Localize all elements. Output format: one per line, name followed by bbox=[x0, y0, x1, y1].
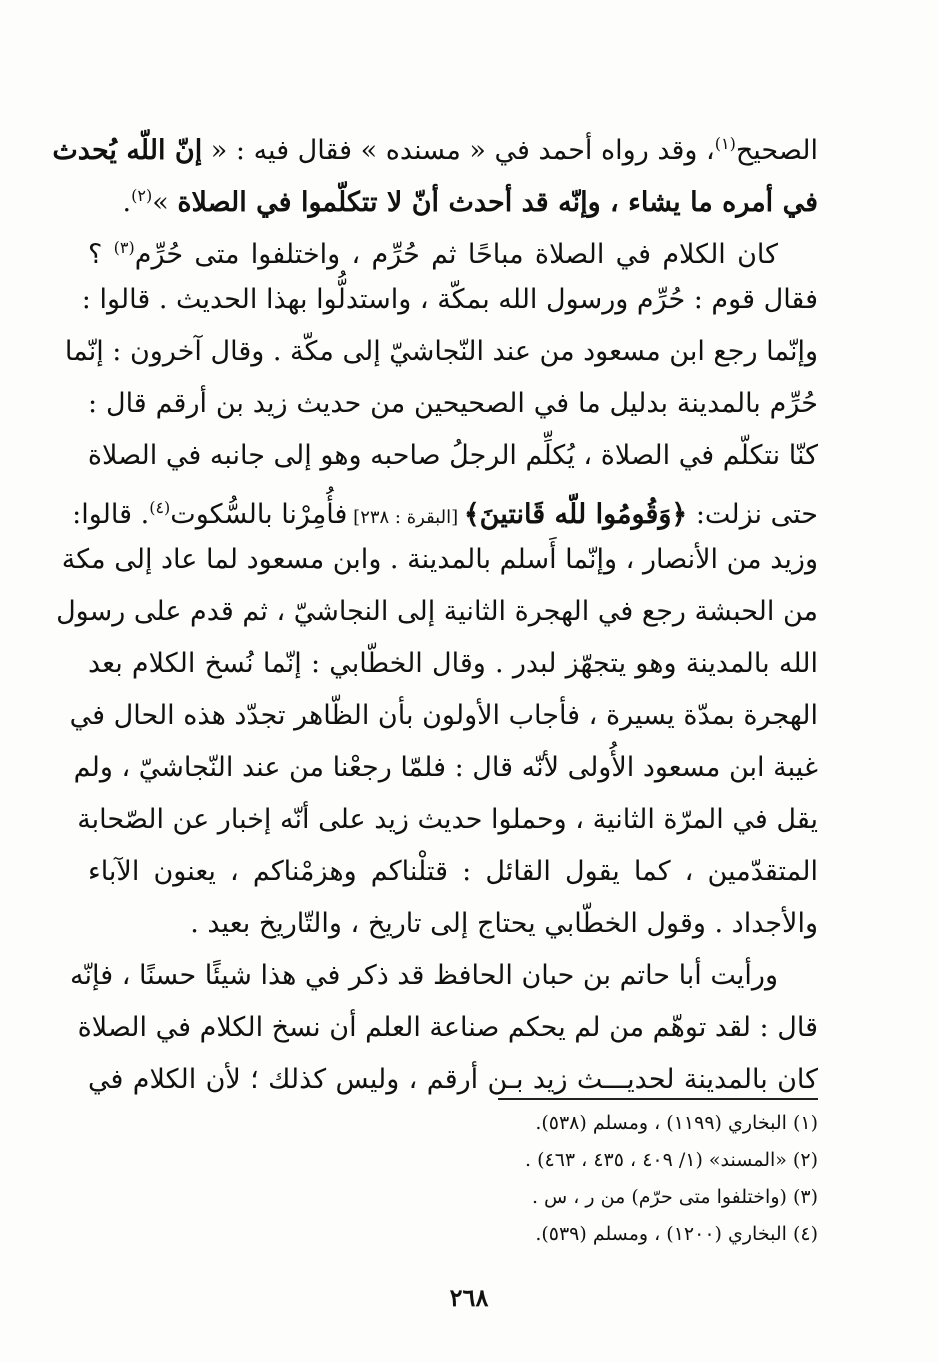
text-run: وإنّما رجع ابن مسعود من عند النّجاشيّ إلى مكّة . وقال آخرون : إنّما bbox=[64, 336, 818, 367]
text-line bbox=[88, 898, 818, 950]
text-run: والأجداد . وقول الخطّابي يحتاج إلى تاريخ ، والتّاريخ بعيد . bbox=[190, 908, 818, 939]
text-line bbox=[88, 170, 818, 222]
text-run: . قالوا: bbox=[72, 499, 150, 530]
text-run: [البقرة : ٢٣٨] bbox=[347, 507, 464, 528]
text-run: قال : لقد توهّم من لم يحكم صناعة العلم أن نسخ الكلام في الصلاة bbox=[77, 1012, 818, 1043]
text-run: فأُمِرْنا بالسُّكوت bbox=[170, 499, 348, 530]
text-line bbox=[69, 950, 818, 1002]
body-text bbox=[52, 118, 818, 1106]
page-number: ٢٦٨ bbox=[449, 1283, 489, 1312]
footnote-separator bbox=[498, 1098, 818, 1100]
text-run: يقل في المرّة الثانية ، وحملوا حديث زيد على أنّه إخبار عن الصّحابة bbox=[77, 804, 818, 835]
footnote-ref: (١) bbox=[714, 134, 736, 153]
footnote: (١) البخاري (١١٩٩) ، ومسلم (٥٣٨). bbox=[535, 1112, 818, 1134]
text-run: غيبة ابن مسعود الأُولى لأنّه قال : فلمّا رجعْنا من عند النّجاشيّ ، ولم bbox=[73, 752, 818, 783]
text-run: ؟ bbox=[88, 239, 114, 270]
text-line bbox=[88, 222, 818, 274]
text-run: كان الكلام في الصلاة مباحًا ثم حُرِّم ، واختلفوا متى حُرِّم bbox=[134, 239, 779, 270]
text-run: حتى نزلت: bbox=[687, 499, 818, 530]
text-line bbox=[73, 742, 818, 794]
text-line bbox=[88, 378, 818, 430]
emphasized-text: إنّ اللّه يُحدث bbox=[52, 135, 203, 166]
text-line bbox=[77, 794, 818, 846]
text-run: من الحبشة رجع في الهجرة الثانية إلى النجاشيّ ، ثم قدم على رسول bbox=[56, 596, 818, 627]
emphasized-text: ﴿وَقُومُوا للّه قَانتينَ﴾ bbox=[463, 499, 688, 530]
text-run: كان بالمدينة لحديـــث زيد بـن أرقم ، وليس كذلك ؛ لأن الكلام في bbox=[88, 1064, 818, 1095]
text-line bbox=[61, 534, 818, 586]
text-run: الله بالمدينة وهو يتجهّز لبدر . وقال الخطّابي : إنّما نُسخ الكلام بعد bbox=[88, 648, 818, 679]
footnote: (٣) (واختلفوا متى حرّم) من ر ، س . bbox=[531, 1186, 818, 1208]
text-line bbox=[88, 846, 818, 898]
text-line bbox=[72, 482, 818, 534]
text-line bbox=[56, 586, 818, 638]
text-run: فقال قوم : حُرِّم ورسول الله بمكّة ، واستدلُّوا بهذا الحديث . قالوا : bbox=[81, 284, 818, 315]
text-line bbox=[64, 326, 818, 378]
footnote-ref: (٤) bbox=[149, 498, 171, 517]
text-run: حُرِّم بالمدينة بدليل ما في الصحيحين من حديث زيد بن أرقم قال : bbox=[88, 388, 818, 419]
text-run: الصحيح bbox=[735, 135, 818, 166]
footnote-ref: (٢) bbox=[131, 186, 153, 205]
text-line bbox=[52, 118, 818, 170]
footnote: (٢) «المسند» (١/ ٤٠٩ ، ٤٣٥ ، ٤٦٣) . bbox=[525, 1149, 818, 1171]
text-line bbox=[81, 274, 818, 326]
footnote-ref: (٣) bbox=[113, 238, 135, 257]
text-run: الهجرة بمدّة يسيرة ، فأجاب الأولون بأن الظّاهر تجدّد هذه الحال في bbox=[69, 700, 818, 731]
text-run: . bbox=[122, 187, 132, 218]
text-line bbox=[88, 638, 818, 690]
footnotes bbox=[393, 1105, 818, 1253]
text-run: كنّا نتكلّم في الصلاة ، يُكلِّم الرجلُ صاحبه وهو إلى جانبه في الصلاة bbox=[87, 440, 818, 471]
text-run: ورأيت أبا حاتم بن حبان الحافظ قد ذكر في هذا شيئًا حسنًا ، فإنّه bbox=[69, 960, 778, 991]
text-run: المتقدّمين ، كما يقول القائل : قتلْناكم وهزمْناكم ، يعنون الآباء bbox=[88, 856, 818, 887]
text-run: ، وقد رواه أحمد في « مسنده » فقال فيه : « bbox=[202, 135, 715, 166]
emphasized-text: في أمره ما يشاء ، وإنّه قد أحدث أنّ لا تتكلّموا في الصلاة bbox=[177, 187, 818, 218]
text-line bbox=[77, 1002, 818, 1054]
text-run: » bbox=[152, 187, 178, 218]
text-line bbox=[69, 690, 818, 742]
footnote: (٤) البخاري (١٢٠٠) ، ومسلم (٥٣٩). bbox=[535, 1223, 818, 1245]
text-run: وزيد من الأنصار ، وإنّما أَسلم بالمدينة . وابن مسعود لما عاد إلى مكة bbox=[61, 544, 818, 575]
text-line bbox=[88, 430, 818, 482]
